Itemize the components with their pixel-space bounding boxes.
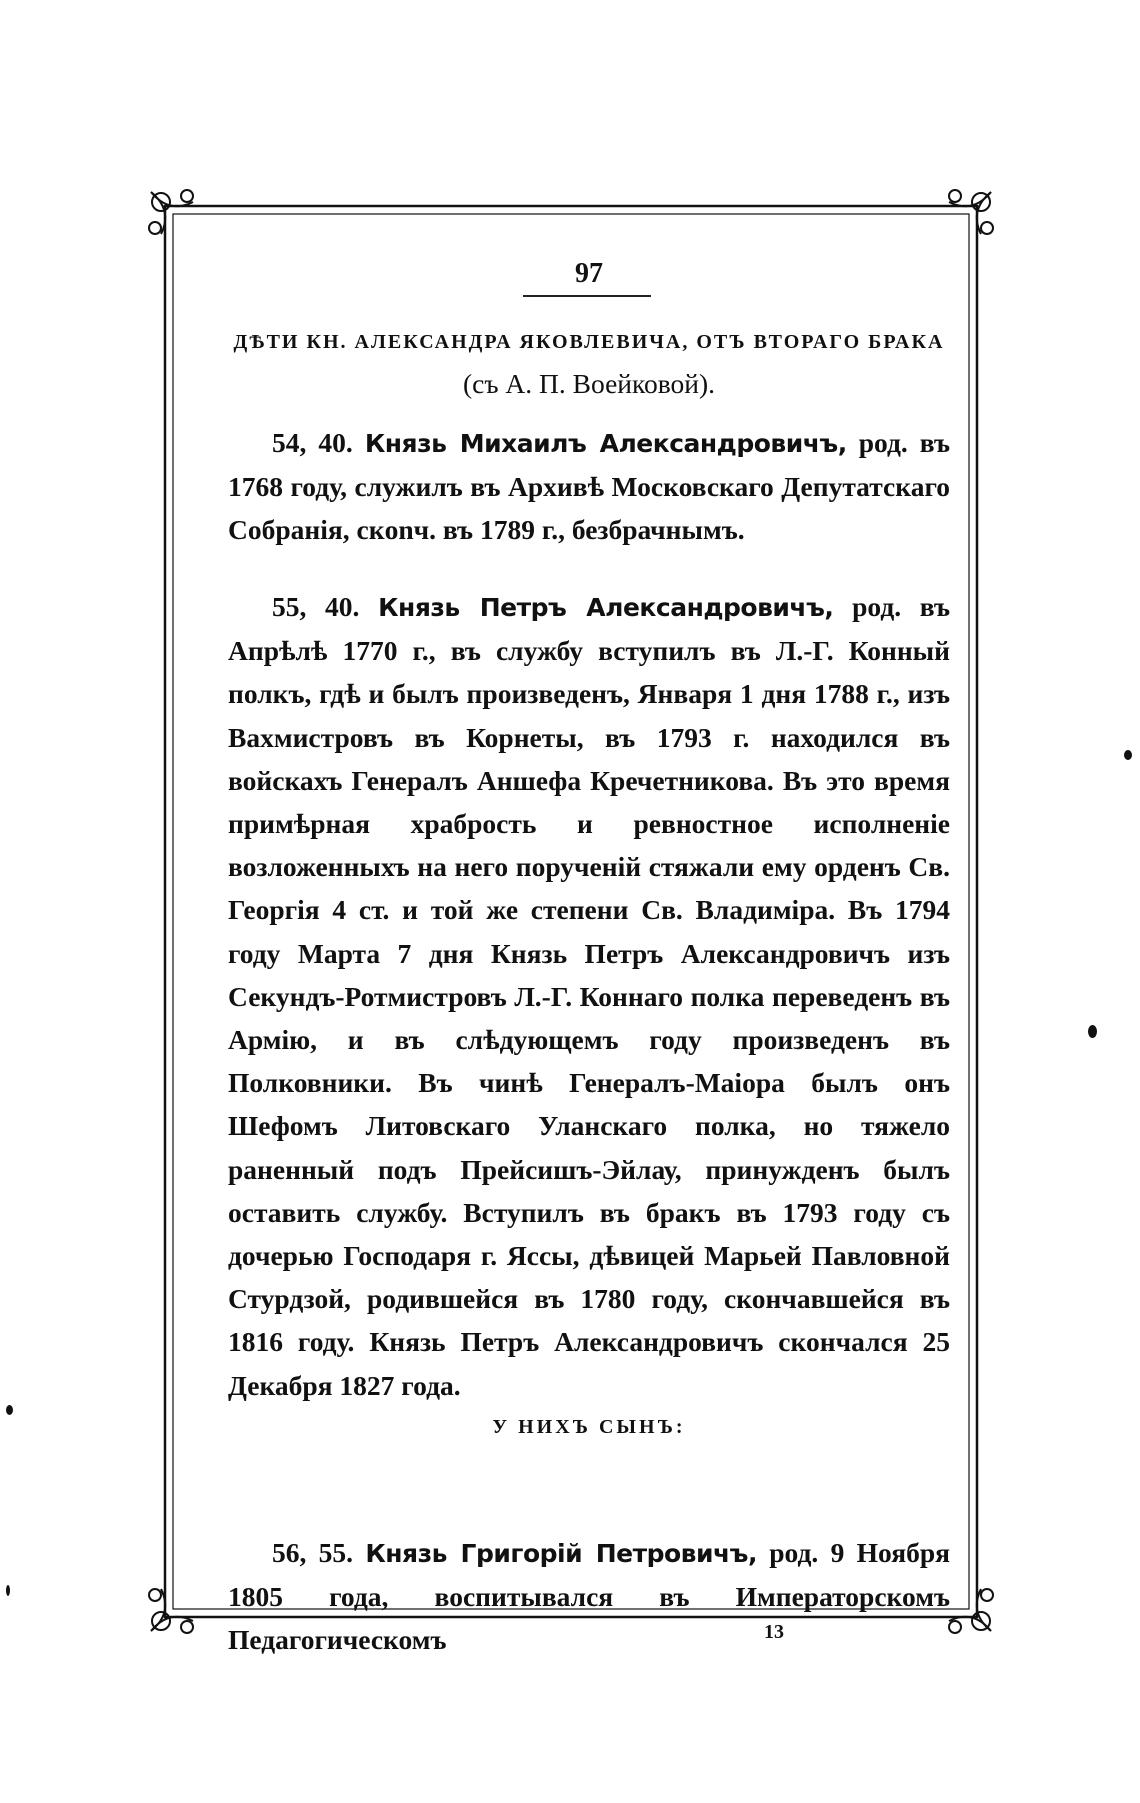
section-subheading: (съ А. П. Воейковой). bbox=[462, 368, 716, 399]
section-heading: ДѢТИ КН. АЛЕКСАНДРА ЯКОВЛЕВИЧА, ОТЪ ВТОРАГО БРАКА bbox=[233, 331, 945, 353]
corner-flourish-bottom-left bbox=[149, 1589, 193, 1633]
person-name: Князь Михаилъ Александровичъ, bbox=[364, 429, 847, 458]
entry-number: 54, 40. bbox=[272, 427, 353, 458]
genealogy-entry bbox=[228, 585, 950, 1407]
entry-text: род. въ Апрѣлѣ 1770 г., въ службу вступилъ въ Л.-Г. Конный полкъ, гдѣ и былъ произведенъ, Января 1 дня 1788 г., изъ Вахмистровъ въ Корнеты, въ 1793 г. находился въ войскахъ Генералъ Аншефа Кречетникова. Въ это время примѣрная храбрость и ревностное исполненіе возложенныхъ на него порученій стяжали ему орденъ Св. Георгія 4 ст. и той же степени Св. Владиміра. Въ 1794 году Марта 7 дня Князь Петръ Александровичъ изъ Секундъ-Ротмистровъ Л.-Г. Коннаго полка переведенъ въ Армію, и въ слѣдующемъ году произведенъ въ Полковники. Въ чинѣ Генералъ-Маіора былъ онъ Шефомъ Литовскаго Уланскаго полка, но тяжело раненный подъ Прейсишъ-Эйлау, принужденъ былъ оставить службу. Вступилъ въ бракъ въ 1793 году съ дочерью Господаря г. Яссы, дѣвицей Марьей Павловной Стурдзой, родившейся въ 1780 году, скончавшейся въ 1816 году. Князь Петръ Александровичъ скончался 25 Декабря 1827 года. bbox=[228, 591, 950, 1401]
scan-speck bbox=[1088, 1025, 1097, 1038]
signature-mark: 13 bbox=[764, 1621, 784, 1643]
person-name: Князь Григорій Петровичъ, bbox=[365, 1539, 757, 1568]
scan-speck bbox=[1124, 750, 1132, 760]
entry-text: род. въ 1768 году, служилъ въ Архивѣ Московскаго Депутатскаго Собранія, скonч. въ 1789 г., безбрачнымъ. bbox=[228, 427, 951, 546]
scan-speck bbox=[6, 1585, 10, 1596]
entry-number: 56, 55. bbox=[272, 1537, 354, 1568]
corner-flourish-top-left bbox=[149, 190, 193, 234]
entry-text: род. 9 Ноября 1805 года, воспитывался въ Императорскомъ Педагогическомъ bbox=[228, 1537, 951, 1656]
entry-number: 55, 40. bbox=[272, 591, 360, 622]
corner-flourish-top-right bbox=[949, 190, 993, 234]
genealogy-entry bbox=[228, 1531, 950, 1662]
person-name: Князь Петръ Александровичъ, bbox=[378, 593, 834, 622]
children-heading: У НИХЪ СЫНЪ: bbox=[492, 1416, 686, 1438]
genealogy-entry bbox=[228, 421, 950, 552]
page-number: 97 bbox=[575, 258, 603, 289]
page-number-rule bbox=[523, 295, 651, 297]
scan-speck bbox=[6, 1405, 13, 1415]
corner-flourish-bottom-right bbox=[949, 1589, 993, 1633]
